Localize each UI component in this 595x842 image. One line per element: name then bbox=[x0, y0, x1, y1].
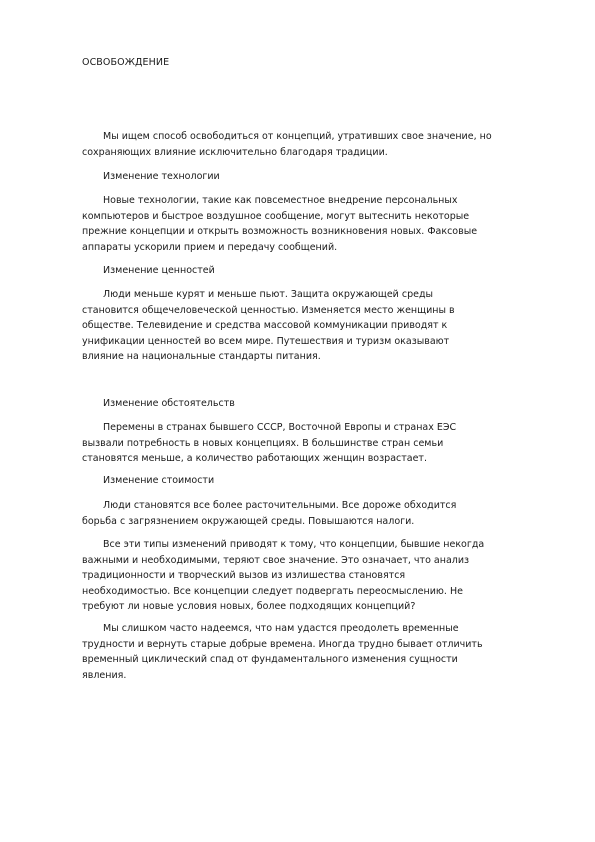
paragraph-line: Люди меньше курят и меньше пьют. Защита окружающей среды bbox=[103, 289, 434, 300]
paragraph-line: сохраняющих влияние исключительно благодаря традиции. bbox=[82, 146, 388, 158]
paragraph-line: Мы ищем способ освободиться от концепций, утративших свое значение, но bbox=[103, 131, 492, 142]
paragraph-line: Люди становятся все более расточительными. Все дороже обходится bbox=[103, 500, 457, 511]
paragraph-line: унификации ценностей во всем мире. Путешествия и туризм оказывают bbox=[82, 335, 450, 347]
paragraph-line: Все эти типы изменений приводят к тому, что концепции, бывшие некогда bbox=[103, 539, 485, 550]
closing-paragraph bbox=[82, 621, 522, 683]
paragraph-line: трудности и вернуть старые добрые времена. Иногда трудно бывает отличить bbox=[82, 638, 483, 650]
section-paragraph-circumstances bbox=[82, 420, 522, 467]
section-heading-technology: Изменение технологии bbox=[103, 171, 220, 182]
paragraph-line: становится общечеловеческой ценностью. Изменяется место женщины в bbox=[82, 304, 455, 316]
intro-paragraph bbox=[82, 129, 522, 160]
paragraph-line: влияние на национальные стандарты питания. bbox=[82, 351, 321, 363]
paragraph-line: компьютеров и быстрое воздушное сообщение, могут вытеснить некоторые bbox=[82, 210, 470, 222]
paragraph-line: временный циклический спад от фундаментального изменения сущности bbox=[82, 654, 458, 666]
paragraph-line: традиционности и творческий вызов из излишества становятся bbox=[82, 570, 406, 582]
paragraph-line: явления. bbox=[82, 669, 127, 681]
paragraph-line: прежние концепции и открыть возможность возникновения новых. Факсовые bbox=[82, 226, 478, 238]
paragraph-line: Мы слишком часто надеемся, что нам удастся преодолеть временные bbox=[103, 623, 459, 634]
section-paragraph-values bbox=[82, 287, 522, 365]
section-paragraph-technology bbox=[82, 193, 522, 255]
paragraph-line: Новые технологии, такие как повсеместное внедрение персональных bbox=[103, 195, 458, 206]
paragraph-line: необходимостью. Все концепции следует подвергать переосмыслению. Не bbox=[82, 585, 463, 597]
paragraph-line: Перемены в странах бывшего СССР, Восточной Европы и странах ЕЭС bbox=[103, 422, 457, 433]
section-heading-circumstances: Изменение обстоятельств bbox=[103, 398, 235, 409]
conclusion-paragraph bbox=[82, 537, 522, 615]
document-title: ОСВОБОЖДЕНИЕ bbox=[82, 57, 170, 68]
section-heading-values: Изменение ценностей bbox=[103, 265, 215, 276]
paragraph-line: аппараты ускорили прием и передачу сообщений. bbox=[82, 241, 338, 253]
paragraph-line: важными и необходимыми, теряют свое значение. Это означает, что анализ bbox=[82, 554, 470, 566]
section-paragraph-cost bbox=[82, 498, 522, 529]
paragraph-line: обществе. Телевидение и средства массовой коммуникации приводят к bbox=[82, 320, 448, 332]
paragraph-line: борьба с загрязнением окружающей среды. Повышаются налоги. bbox=[82, 515, 415, 527]
paragraph-line: вызвали потребность в новых концепциях. В большинстве стран семьи bbox=[82, 437, 444, 449]
paragraph-line: становятся меньше, а количество работающих женщин возрастает. bbox=[82, 453, 427, 465]
paragraph-line: требуют ли новые условия новых, более подходящих концепций? bbox=[82, 601, 416, 613]
section-heading-cost: Изменение стоимости bbox=[103, 475, 215, 486]
